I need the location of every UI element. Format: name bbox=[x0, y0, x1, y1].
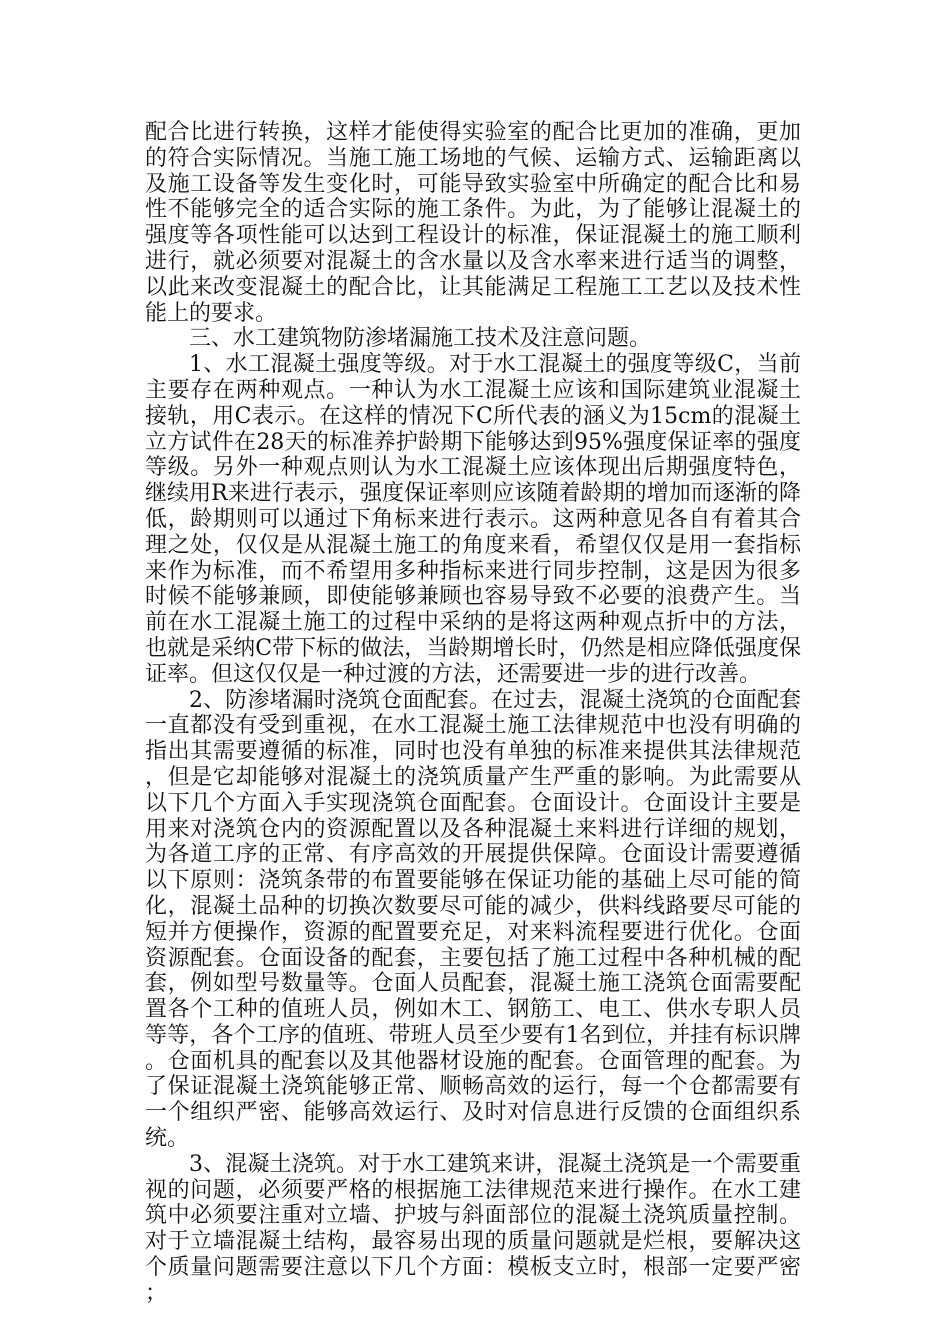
document-body bbox=[145, 120, 801, 1307]
paragraph-continuation: 配合比进行转换，这样才能使得实验室的配合比更加的准确，更加的符合实际情况。当施工施工场地的气候、运输方式、运输距离以及施工设备等发生变化时，可能导致实验室中所确定的配合比和易性不能够完全的适合实际的施工条件。为此，为了能够让混凝土的强度等各项性能可以达到工程设计的标准，保证混凝土的施工顺利进行，就必须要对混凝土的含水量以及含水率来进行适当的调整，以此来改变混凝土的配合比，让其能满足工程施工工艺以及技术性能上的要求。 bbox=[145, 120, 801, 326]
paragraph-item-3: 3、混凝土浇筑。对于水工建筑来讲，混凝土浇筑是一个需要重视的问题，必须要严格的根据施工法律规范来进行操作。在水工建筑中必须要注重对立墙、护坡与斜面部位的混凝土浇筑质量控制。对于立墙混凝土结构，最容易出现的质量问题就是烂根，要解决这个质量问题需要注意以下几个方面：模板支立时，根部一定要严密； bbox=[145, 1151, 801, 1306]
section-heading-3: 三、水工建筑物防渗堵漏施工技术及注意问题。 bbox=[189, 326, 652, 352]
paragraph-item-2: 2、防渗堵漏时浇筑仓面配套。在过去，混凝土浇筑的仓面配套一直都没有受到重视，在水工混凝土施工法律规范中也没有明确的指出其需要遵循的标准，同时也没有单独的标准来提供其法律规范，但是它却能够对混凝土的浇筑质量产生严重的影响。为此需要从以下几个方面入手实现浇筑仓面配套。仓面设计。仓面设计主要是用来对浇筑仓内的资源配置以及各种混凝土来料进行详细的规划，为各道工序的正常、有序高效的开展提供保障。仓面设计需要遵循以下原则：浇筑条带的布置要能够在保证功能的基础上尽可能的简化，混凝土品种的切换次数要尽可能的减少，供料线路要尽可能的短并方便操作，资源的配置要充足，对来料流程要进行优化。仓面资源配套。仓面设备的配套，主要包括了施工过程中各种机械的配套，例如型号数量等。仓面人员配套，混凝土施工浇筑仓面需要配置各个工种的值班人员，例如木工、钢筋工、电工、供水专职人员等等，各个工序的值班、带班人员至少要有1名到位，并挂有标识牌。仓面机具的配套以及其他器材设施的配套。仓面管理的配套。为了保证混凝土浇筑能够正常、顺畅高效的运行，每一个仓都需要有一个组织严密、能够高效运行、及时对信息进行反馈的仓面组织系统。 bbox=[145, 687, 801, 1152]
paragraph-item-1: 1、水工混凝土强度等级。对于水工混凝土的强度等级C，当前主要存在两种观点。一种认为水工混凝土应该和国际建筑业混凝土接轨，用C表示。在这样的情况下C所代表的涵义为15cm的混凝土立方试件在28天的标准养护龄期下能够达到95%强度保证率的强度等级。另外一种观点则认为水工混凝土应该体现出后期强度特色，继续用R来进行表示，强度保证率则应该随着龄期的增加而逐渐的降低，龄期则可以通过下角标来进行表示。这两种意见各自有着其合理之处，仅仅是从混凝土施工的角度来看，希望仅仅是用一套指标来作为标准，而不希望用多种指标来进行同步控制，这是因为很多时候不能够兼顾，即使能够兼顾也容易导致不必要的浪费产生。当前在水工混凝土施工的过程中采纳的是将这两种观点折中的方法，也就是采纳C带下标的做法，当龄期增长时，仍然是相应降低强度保证率。但这仅仅是一种过渡的方法，还需要进一步的进行改善。 bbox=[145, 352, 801, 687]
